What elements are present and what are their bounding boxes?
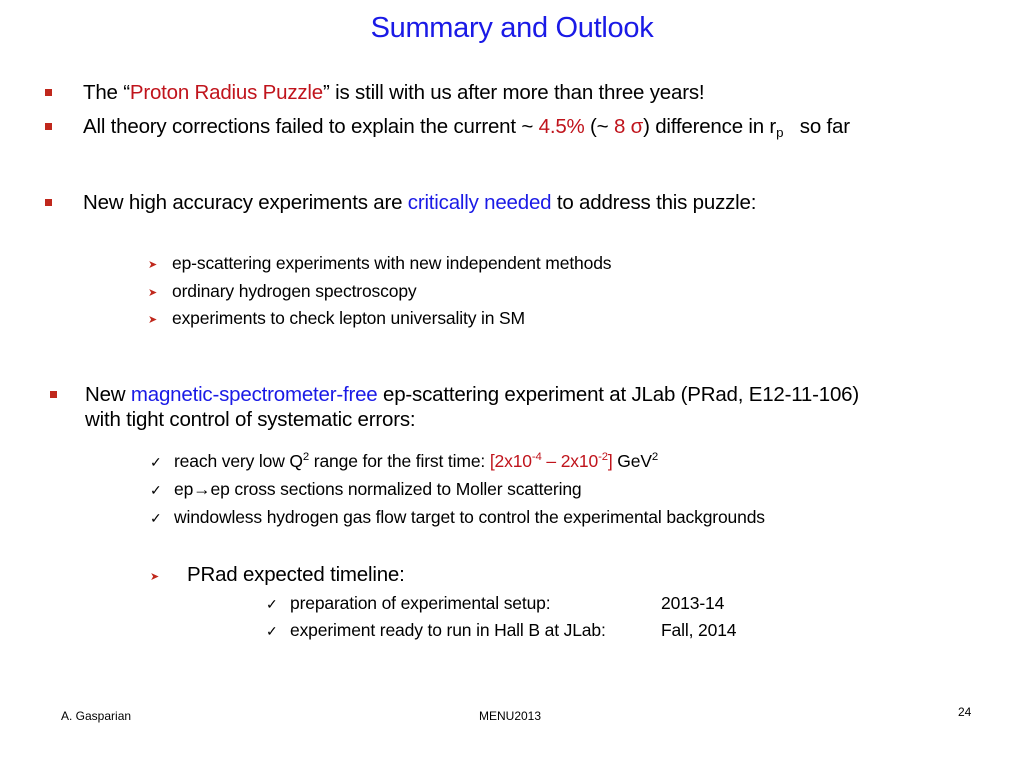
bullet-2-subscript: p [776, 125, 784, 140]
range-text: – 2x10 [541, 451, 599, 471]
checkmark-icon: ✓ [266, 596, 278, 612]
timeline-date: Fall, 2014 [661, 620, 737, 640]
page-number: 24 [958, 705, 972, 719]
bullet-3 [83, 191, 756, 215]
bullet-4-highlight: magnetic-spectrometer-free [130, 383, 378, 406]
footer-author: A. Gasparian [61, 709, 132, 723]
timeline-task: experiment ready to run in Hall B at JLab: [290, 620, 606, 640]
bullet-4-line-2: with tight control of systematic errors: [85, 408, 416, 431]
bullet-2-percentage: 4.5% [538, 115, 585, 138]
arrow-bullet-icon: ➤ [148, 259, 158, 271]
list-item-text: reach very low Q [174, 451, 303, 471]
bullet-4-text-post: ep-scattering experiment at JLab (PRad, E12-11-106) [377, 383, 859, 406]
timeline-heading: PRad expected timeline: [187, 563, 405, 586]
bullet-1-highlight: Proton Radius Puzzle [129, 81, 323, 104]
square-bullet-icon [50, 391, 57, 398]
bullet-2-text-post: ) difference in r [643, 115, 777, 138]
checkmark-icon: ✓ [150, 482, 162, 498]
footer-conference: MENU2013 [479, 709, 542, 723]
bullet-2-text-end: so far [799, 115, 850, 138]
superscript: 2 [302, 451, 310, 463]
range-text: [2x10 [489, 451, 532, 471]
range-text: ] [607, 451, 613, 471]
superscript: -4 [531, 451, 542, 463]
timeline-task: preparation of experimental setup: [290, 593, 551, 613]
timeline-date: 2013-14 [661, 593, 725, 613]
list-item: ep-scattering experiments with new independent methods [172, 253, 612, 273]
bullet-2 [83, 115, 850, 140]
bullet-1-text-post: ” is still with us after more than three years! [323, 81, 705, 104]
bullet-2-sigma: 8 σ [613, 115, 644, 138]
superscript: -2 [598, 451, 608, 463]
bullet-3-text-pre: New high accuracy experiments are [83, 191, 408, 214]
arrow-bullet-icon: ➤ [148, 287, 158, 299]
bullet-2-text-mid: (~ [584, 115, 614, 138]
bullet-3-text-post: to address this puzzle: [551, 191, 757, 214]
bullet-4 [85, 383, 859, 407]
superscript: 2 [651, 451, 659, 463]
list-item: windowless hydrogen gas flow target to control the experimental backgrounds [174, 507, 765, 527]
bullet-4-text-pre: New [85, 383, 131, 406]
list-item: ep→ep cross sections normalized to Moller scattering [174, 479, 582, 499]
slide-title: Summary and Outlook [370, 12, 654, 44]
list-item-text: range for the first time: [309, 451, 490, 471]
checkmark-icon: ✓ [150, 454, 162, 470]
bullet-1-text-pre: The “ [83, 81, 130, 104]
square-bullet-icon [45, 89, 52, 96]
bullet-2-text-pre: All theory corrections failed to explain the current ~ [83, 115, 539, 138]
list-item: ordinary hydrogen spectroscopy [172, 281, 417, 301]
arrow-bullet-icon: ➤ [148, 314, 158, 326]
bullet-1 [83, 81, 704, 105]
square-bullet-icon [45, 123, 52, 130]
square-bullet-icon [45, 199, 52, 206]
arrow-bullet-icon: ➤ [150, 571, 160, 583]
bullet-3-highlight: critically needed [407, 191, 552, 214]
list-item [174, 451, 658, 472]
list-item: experiments to check lepton universality in SM [172, 308, 525, 328]
checkmark-icon: ✓ [266, 623, 278, 639]
unit-text: GeV [612, 451, 652, 471]
checkmark-icon: ✓ [150, 510, 162, 526]
